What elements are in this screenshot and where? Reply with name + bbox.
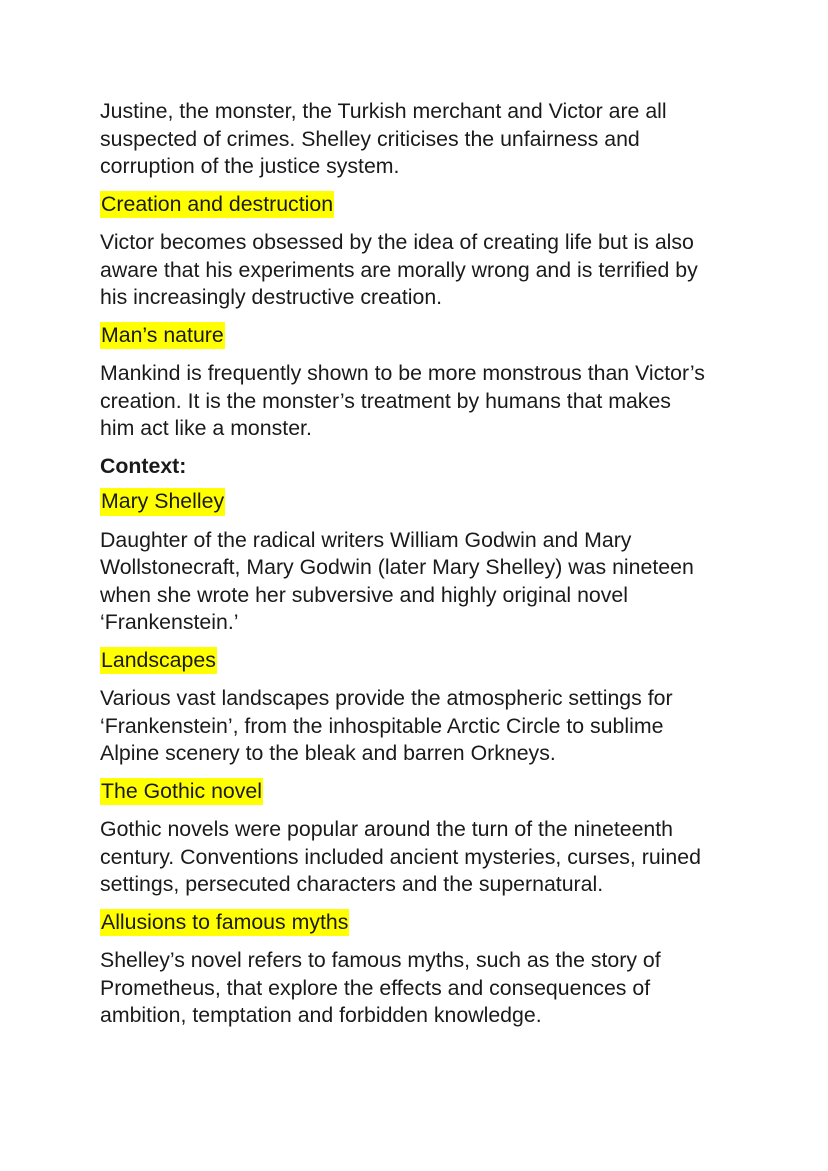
document-page xyxy=(100,98,740,1030)
theme-heading-creation xyxy=(100,191,740,219)
theme-paragraph-creation: Victor becomes obsessed by the idea of creating life but is also aware that his experiments are morally wrong and is terrified by his increasingly destructive creation. xyxy=(100,230,698,309)
highlighted-heading: Allusions to famous myths xyxy=(100,909,349,937)
theme-heading-mans-nature xyxy=(100,322,740,350)
highlighted-heading: Landscapes xyxy=(100,647,217,675)
highlighted-heading: Creation and destruction xyxy=(100,191,334,219)
context-label: Context: xyxy=(100,453,187,478)
highlighted-heading: Mary Shelley xyxy=(100,488,225,516)
context-heading-famous-myths xyxy=(100,909,740,937)
context-heading-landscapes xyxy=(100,647,740,675)
context-paragraph-mary-shelley: Daughter of the radical writers William Godwin and Mary Wollstonecraft, Mary Godwin (later Mary Shelley) was nineteen when she wrote her subversive and highly original novel ‘Frankenstein.’ xyxy=(100,527,694,634)
context-paragraph-landscapes: Various vast landscapes provide the atmospheric settings for ‘Frankenstein’, from the inhospitable Arctic Circle to sublime Alpine scenery to the bleak and barren Orkneys. xyxy=(100,686,673,765)
intro-paragraph: Justine, the monster, the Turkish merchant and Victor are all suspected of crimes. Shelley criticises the unfairness and corruption of the justice system. xyxy=(100,99,667,178)
highlighted-heading: The Gothic novel xyxy=(100,778,263,806)
highlighted-heading: Man’s nature xyxy=(100,322,225,350)
context-heading-gothic-novel xyxy=(100,778,740,806)
context-paragraph-famous-myths: Shelley’s novel refers to famous myths, such as the story of Prometheus, that explore the effects and consequences of ambition, temptation and forbidden knowledge. xyxy=(100,948,661,1027)
context-paragraph-gothic-novel: Gothic novels were popular around the turn of the nineteenth century. Conventions included ancient mysteries, curses, ruined settings, persecuted characters and the supernatural. xyxy=(100,817,701,896)
context-heading-mary-shelley xyxy=(100,488,740,516)
theme-paragraph-mans-nature: Mankind is frequently shown to be more monstrous than Victor’s creation. It is the monster’s treatment by humans that makes him act like a monster. xyxy=(100,361,705,440)
